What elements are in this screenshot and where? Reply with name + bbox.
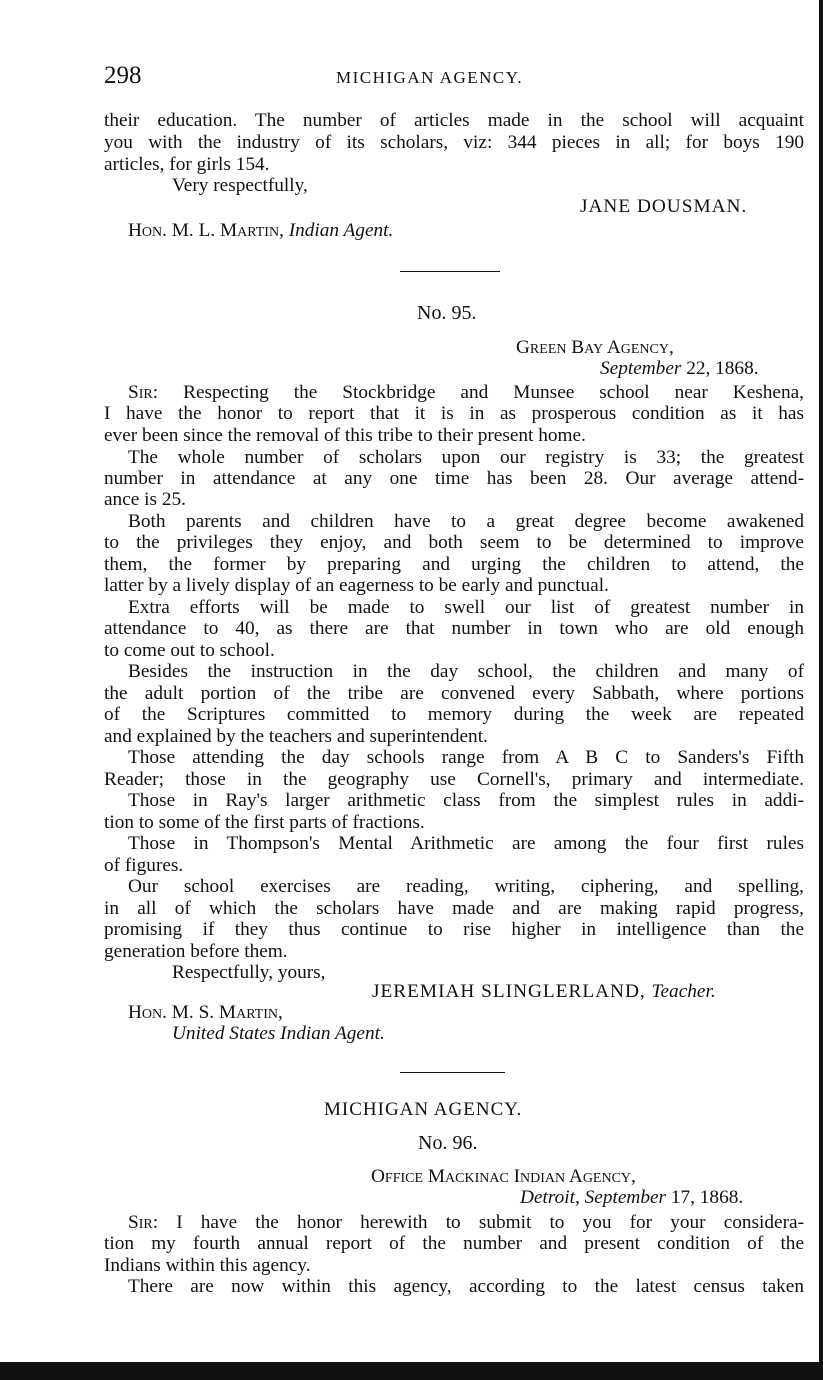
text-line: in all of which the scholars have made and are making rapid progress, xyxy=(104,898,804,919)
scan-edge-bottom xyxy=(0,1362,823,1380)
letter-date xyxy=(600,358,759,379)
text-line: attendance to 40, as there are that number in town who are old enough xyxy=(104,618,804,639)
addressee-name: Hon. M. L. Martin, xyxy=(128,220,284,241)
text-line: There are now within this agency, according to the latest census taken xyxy=(128,1276,804,1297)
text-line: number in attendance at any one time has been 28. Our average attend- xyxy=(104,468,804,489)
text-line: and explained by the teachers and superintendent. xyxy=(104,726,488,747)
text-line: their education. The number of articles made in the school will acquaint xyxy=(104,110,804,131)
text-line: Reader; those in the geography use Cornell's, primary and intermediate. xyxy=(104,769,804,790)
section-divider xyxy=(400,1072,505,1073)
salutation: Sir: xyxy=(128,382,159,403)
letter-office: Office Mackinac Indian Agency, xyxy=(371,1166,636,1187)
letter-closing: Very respectfully, xyxy=(172,175,308,196)
text-line: tion to some of the first parts of fractions. xyxy=(104,812,425,833)
text-line: promising if they thus continue to rise higher in intelligence than the xyxy=(104,919,804,940)
text-line: articles, for girls 154. xyxy=(104,154,270,175)
letter-signature xyxy=(372,981,716,1002)
date-city: Detroit, xyxy=(520,1187,580,1208)
section-divider xyxy=(400,271,500,272)
page-header xyxy=(104,62,804,92)
date-rest: 22, 1868. xyxy=(686,358,759,379)
addressee-title: United States Indian Agent. xyxy=(172,1023,385,1044)
text-line: Both parents and children have to a great degree become awakened xyxy=(128,511,804,532)
text-line: to the privileges they enjoy, and both seem to be determined to improve xyxy=(104,532,804,553)
text-line: Those in Ray's larger arithmetic class from the simplest rules in addi- xyxy=(128,790,804,811)
letter-number: No. 96. xyxy=(418,1132,478,1154)
text-line: ever been since the removal of this tribe to their present home. xyxy=(104,425,586,446)
scan-edge-right xyxy=(819,0,823,1380)
running-head: MICHIGAN AGENCY. xyxy=(336,68,524,87)
letter-addressee-title xyxy=(172,1023,385,1044)
text-line-body: I have the honor herewith to submit to you for your considera- xyxy=(176,1212,805,1233)
text-line: Extra efforts will be made to swell our list of greatest number in xyxy=(128,597,804,618)
text-line: The whole number of scholars upon our registry is 33; the greatest xyxy=(128,447,804,468)
page-number: 298 xyxy=(104,62,142,89)
text-line: Indians within this agency. xyxy=(104,1255,311,1276)
text-line: them, the former by preparing and urging the children to attend, the xyxy=(104,554,804,575)
text-line: I have the honor to report that it is in as prosperous condition as it has xyxy=(104,403,804,424)
text-line: ance is 25. xyxy=(104,489,186,510)
letter-closing: Respectfully, yours, xyxy=(172,962,326,983)
text-line: Those attending the day schools range from A B C to Sanders's Fifth xyxy=(128,747,804,768)
signature-title: Teacher. xyxy=(651,981,716,1002)
text-line: generation before them. xyxy=(104,941,288,962)
letter-number: No. 95. xyxy=(417,302,477,324)
text-line: you with the industry of its scholars, viz: 344 pieces in all; for boys 190 xyxy=(104,132,804,153)
addressee-title: Indian Agent. xyxy=(288,220,394,241)
text-line: to come out to school. xyxy=(104,640,275,661)
letter-addressee: Hon. M. S. Martin, xyxy=(128,1002,283,1023)
text-line: the adult portion of the tribe are convened every Sabbath, where portions xyxy=(104,683,804,704)
text-line: Our school exercises are reading, writing, ciphering, and spelling, xyxy=(128,876,804,897)
text-line: tion my fourth annual report of the number and present condition of the xyxy=(104,1233,804,1254)
text-line: latter by a lively display of an eagerness to be early and punctual. xyxy=(104,575,609,596)
text-line xyxy=(128,382,804,403)
salutation: Sir: xyxy=(128,1212,159,1233)
date-month: September xyxy=(600,358,682,379)
text-line-body: Respecting the Stockbridge and Munsee school near Keshena, xyxy=(183,382,804,403)
letter-office: Green Bay Agency, xyxy=(516,337,674,358)
date-rest: 17, 1868. xyxy=(670,1187,744,1208)
date-month: September xyxy=(584,1187,667,1208)
letter-date xyxy=(520,1187,743,1208)
letter-addressee xyxy=(128,220,393,241)
section-heading: MICHIGAN AGENCY. xyxy=(324,1099,523,1120)
text-line: Those in Thompson's Mental Arithmetic are among the four first rules xyxy=(128,833,804,854)
text-line: of the Scriptures committed to memory during the week are repeated xyxy=(104,704,804,725)
text-line xyxy=(128,1212,804,1233)
signature-name: JEREMIAH SLINGLERLAND, xyxy=(372,981,646,1002)
letter-signature: JANE DOUSMAN. xyxy=(580,196,748,217)
text-line: Besides the instruction in the day school, the children and many of xyxy=(128,661,804,682)
text-line: of figures. xyxy=(104,855,184,876)
